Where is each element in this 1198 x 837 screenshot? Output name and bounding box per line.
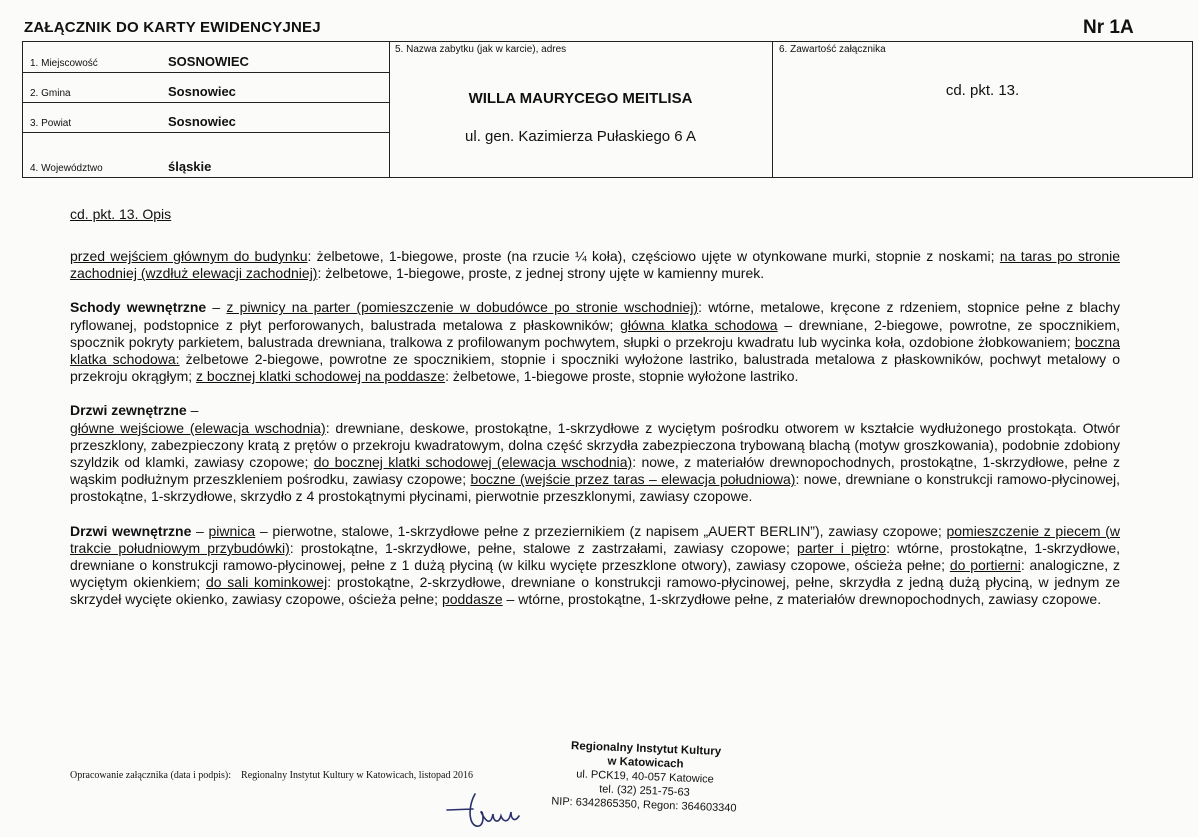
row-county [23, 102, 389, 133]
text: – [186, 402, 199, 419]
paragraph-outer-doors [70, 402, 1120, 505]
text: : prostokątne, 2-skrzydłowe, drewniane o konstrukcji ramowo-płycinowej, pełne, skrzydła z jedną dużą płyciną, w jednym ze skrzydeł wycięte okienko, zawiasy czopowe, ościeża pełne; [70, 574, 1120, 608]
term-ground-first-floor: parter i piętro [797, 539, 887, 556]
text: : nowe, drewniane o konstrukcji ramowo-płycinowej, prostokątne, 1-skrzydłowe, skrzydło z 4 prostokątnymi płycinami, pierwotnie przeszklonymi, zawiasy czopowe. [70, 471, 1120, 505]
text: : wtórne, prostokątne, 1-skrzydłowe, drewniane o konstrukcji ramowo-płycinowej, pełne z 1 dużą płyciną (w kilku wycięte przeszklone otwory), zawiasy czopowe, ościeża pełne; [70, 539, 1121, 574]
prepared-by-value: Regionalny Instytut Kultury w Katowicach, listopad 2016 [241, 770, 473, 781]
locality-value: SOSNOWIEC [168, 54, 249, 69]
text: : drewniane, deskowe, prostokątne, 1-skrzydłowe z wyciętym pośrodku otworem w kształcie wydłużonego prostokąta. Otwór przeszklony, zabezpieczony kratą z prętów o przekroju kwadratowym, dolna część skrzydła zabezpieczona trybowaną blachą (motyw groszkowania), podobnie zdobiony szyldzik od klamki, zawiasy czopowe; [70, 419, 1120, 471]
content-column [773, 42, 1192, 177]
term-fireplace-room: do sali kominkowej [205, 574, 328, 591]
monument-label: 5. Nazwa zabytku (jak w karcie), adres [395, 44, 567, 55]
paragraph-inner-doors [70, 523, 1120, 609]
county-label: 3. Powiat [30, 118, 72, 129]
voivodeship-label: 4. Województwo [30, 163, 103, 174]
heading-inner-doors: Drzwi wewnętrzne [70, 522, 192, 539]
description-body [70, 248, 1120, 626]
content-value: cd. pkt. 13. [945, 82, 1020, 99]
term-west-terrace: na taras po stronie zachodniej (wzdłuż elewacji zachodniej) [70, 248, 1120, 282]
monument-name: WILLA MAURYCEGO MEITLISA [468, 90, 693, 107]
paragraph-stairs-inner [70, 299, 1120, 385]
text: – [191, 522, 209, 539]
commune-label: 2. Gmina [30, 88, 71, 99]
row-locality [23, 42, 389, 73]
text: : żelbetowe, 1-biegowe, proste, z jednej strony ujęte w kamienny murek. [317, 265, 765, 282]
stamp-line1: Regionalny Instytut Kultury [570, 740, 722, 758]
term-furnace-room: pomieszczenie z piecem (w trakcie południowym przybudówki) [70, 522, 1121, 556]
term-main-staircase: główna klatka schodowa [620, 316, 778, 333]
term-side-stair-door: do bocznej klatki schodowej (elewacja wschodnia) [313, 454, 633, 471]
term-side-staircase: boczna klatka schodowa: [70, 333, 1120, 368]
stamp-line5: NIP: 6342865350, Regon: 364603340 [551, 795, 737, 815]
content-label: 6. Zawartość załącznika [779, 44, 886, 55]
document-title: ZAŁĄCZNIK DO KARTY EWIDENCYJNEJ [24, 19, 321, 36]
text: żelbetowe 2-biegowe, powrotne ze spocznikiem, stopnie i spoczniki wyłożone lastriko, balustrada metalowa z płaskowników, pochwyt metalowy o przekroju okrągłym; [70, 351, 1120, 385]
monument-column [389, 42, 773, 177]
row-commune [23, 72, 389, 103]
term-basement: piwnica [208, 522, 256, 539]
prepared-by-label: Opracowanie załącznika (data i podpis): [70, 770, 232, 781]
term-terrace-door: boczne (wejście przez taras – elewacja południowa) [470, 471, 796, 488]
text: : żelbetowe, 1-biegowe proste, stopnie wyłożone lastriko. [445, 368, 799, 385]
stamp-line2: w Katowicach [607, 755, 684, 771]
monument-address: ul. gen. Kazimierza Pułaskiego 6 A [465, 128, 696, 145]
text: : wtórne, metalowe, kręcone z rdzeniem, stopnice pełne z blachy ryflowanej, podstopnice z płyt perforowanych, balustrada metalowa z płaskowników; [70, 299, 1120, 333]
term-attic-stairs: z bocznej klatki schodowej na poddasze [196, 368, 446, 385]
text: : nowe, z materiałów drewnopochodnych, prostokątne, 1-skrzydłowe, pełne z wąskim podłużnym przeszkleniem pośrodku, zawiasy czopowe; [70, 454, 1120, 488]
term-porters-lodge: do portierni [949, 557, 1021, 574]
term-main-door: główne wejściowe (elewacja wschodnia) [70, 419, 326, 436]
text: – pierwotne, stalowe, 1-skrzydłowe pełne z przeziernikiem (z napisem „AUERT BERLIN”), zawiasy czopowe; [255, 522, 947, 539]
text: : żelbetowe, 1-biegowe, proste (na rzucie ¼ koła), częściowo ujęte w otynkowane murki, stopnie z noskami; [307, 248, 1000, 264]
attachment-number: Nr 1A [1083, 17, 1134, 38]
heading-inner-stairs: Schody wewnętrzne [70, 299, 207, 316]
institution-stamp [549, 738, 742, 815]
commune-value: Sosnowiec [168, 84, 236, 99]
row-voivodeship [23, 132, 389, 177]
voivodeship-value: śląskie [168, 159, 212, 174]
text: – wtórne, prostokątne, 1-skrzydłowe pełne, z materiałów drewnopochodnych, zawiasy czopowe. [502, 591, 1102, 608]
term-basement-stairs: z piwnicy na parter (pomieszczenie w dobudówce po stronie wschodniej) [226, 299, 699, 316]
paragraph-stairs-outer [70, 248, 1120, 282]
text: : analogiczne, z wyciętym okienkiem; [70, 557, 1120, 591]
stamp-line3: ul. PCK19, 40-057 Katowice [576, 768, 714, 786]
county-value: Sosnowiec [168, 114, 236, 129]
section-heading: cd. pkt. 13. Opis [70, 206, 172, 222]
stamp-line4: tel. (32) 251-75-63 [599, 783, 690, 799]
term-attic: poddasze [441, 591, 503, 608]
metadata-table [22, 41, 1193, 178]
term-main-entrance: przed wejściem głównym do budynku [70, 248, 308, 264]
text: – [206, 299, 227, 316]
prepared-by [70, 770, 473, 781]
locality-label: 1. Miejscowość [30, 58, 98, 69]
signature-icon [445, 790, 525, 832]
text: – drewniane, 2-biegowe, powrotne, ze spocznikiem, spocznik pokryty parkietem, balustrada drewniana, tralkowa z profilowanym pochwytem, słupki o przekroju kwadratu lub wycinka koła, ozdobione żłobkowaniem; [70, 316, 1120, 350]
heading-outer-doors: Drzwi zewnętrzne [70, 402, 187, 419]
text: : prostokątne, 1-skrzydłowe, pełne, stalowe z zastrzałami, zawiasy czopowe; [289, 539, 798, 556]
location-column [23, 42, 390, 177]
